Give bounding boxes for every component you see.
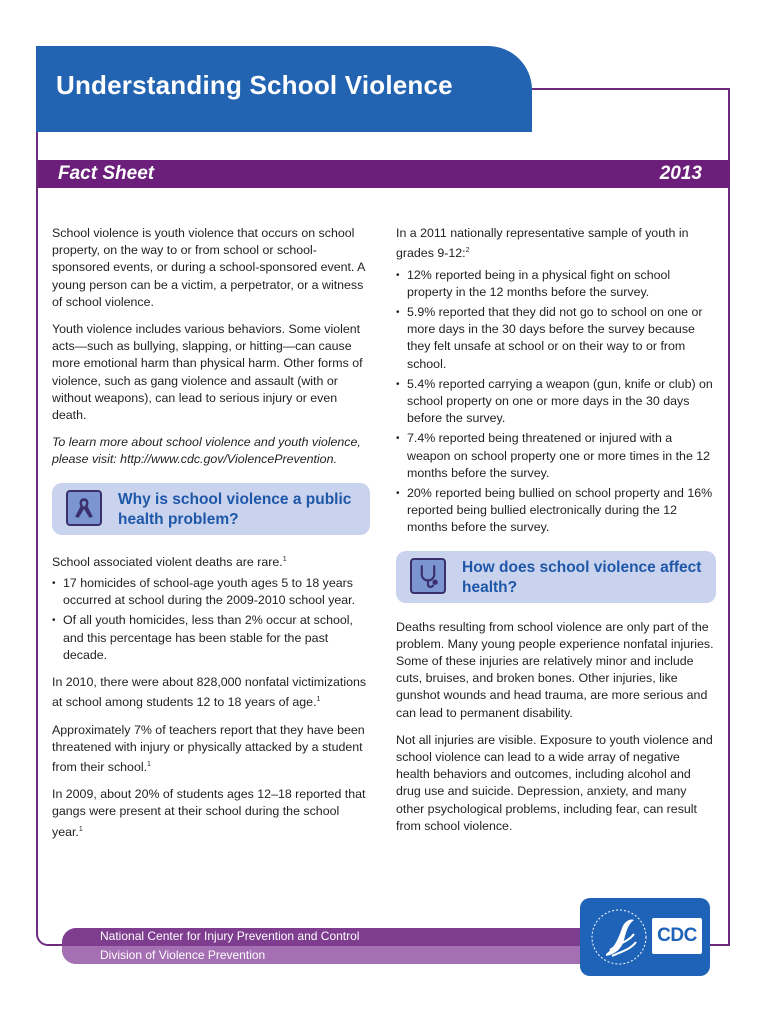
- behaviors-paragraph: Youth violence includes various behaviors. Some violent acts—such as bullying, slapping, or hitting—can cause more emotional harm than physical harm. Other forms of violence, such as gang violence and assault (with or without weapons), can lead to serious injury or even death.: [52, 322, 363, 423]
- section-health-effects-header: [396, 551, 716, 603]
- survey-list: [396, 267, 716, 537]
- victimizations-text: In 2010, there were about 828,000 nonfatal victimizations at school among students 12 to 18 years of age.: [52, 674, 367, 710]
- list-item: • 5.4% reported carrying a weapon (gun, knife or club) on school property on one or more days in the 30 days before the survey.: [396, 376, 716, 428]
- ribbon-icon: [66, 490, 102, 526]
- list-item: • 7.4% reported being threatened or injured with a weapon on school property one or more times in the 12 months before the survey.: [396, 430, 716, 482]
- gangs-text: In 2009, about 20% of students ages 12–18 reported that gangs were present at their school during the school year.: [52, 787, 366, 839]
- section-public-health-header: [52, 483, 370, 535]
- rare-deaths-paragraph: [52, 551, 370, 571]
- gangs-paragraph: [52, 786, 370, 841]
- fact-sheet-bar: [38, 160, 730, 188]
- rare-deaths-ref: 1: [282, 555, 287, 563]
- teachers-text: Approximately 7% of teachers report that they have been threatened with injury or physically attacked by a student from their school.: [52, 722, 365, 775]
- left-column: [52, 225, 370, 851]
- list-item: • 12% reported being in a physical fight on school property in the 12 months before the survey.: [396, 267, 716, 301]
- cdc-wordmark: [652, 918, 702, 954]
- survey-intro-text: In a 2011 nationally representative sample of youth in grades 9-12:: [396, 226, 689, 261]
- list-item: • 5.9% reported that they did not go to school on one or more days in the 30 days before the survey because they felt unsafe at school or on their way to or from school.: [396, 304, 716, 373]
- list-item: • 17 homicides of school-age youth ages 5 to 18 years occurred at school during the 2009-2010 school year.: [52, 575, 370, 609]
- footer-division-name: Division of Violence Prevention: [100, 948, 266, 962]
- section-public-health-title: Why is school violence a public health problem?: [118, 490, 352, 528]
- rare-deaths-text: School associated violent deaths are rare.: [52, 554, 283, 569]
- page-title: Understanding School Violence: [56, 70, 453, 100]
- victimizations-ref: 1: [316, 696, 321, 704]
- victimizations-paragraph: [52, 674, 370, 712]
- cdc-logo: [580, 898, 710, 976]
- section-health-effects-title: How does school violence affect health?: [462, 558, 702, 596]
- year-label: 2013: [659, 163, 702, 184]
- cdc-wordmark-text: CDC: [657, 925, 697, 946]
- title-banner: [36, 46, 532, 132]
- survey-intro-paragraph: [396, 225, 716, 263]
- gangs-ref: 1: [78, 825, 83, 833]
- teachers-paragraph: [52, 722, 370, 777]
- right-column: [396, 225, 716, 845]
- stethoscope-icon: [410, 558, 446, 594]
- injuries-paragraph: Deaths resulting from school violence are only part of the problem. Many young people experience nonfatal injuries. Some of these injuries are relatively minor and include cuts, bruises, and broken bones. Other injuries, like gunshot wounds and head trauma, are more serious and can lead to permanent disability.: [396, 619, 714, 720]
- teachers-ref: 1: [147, 760, 151, 768]
- learn-more-paragraph: To learn more about school violence and youth violence, please visit: http://www.cdc.gov/ViolencePrevention.: [52, 435, 361, 467]
- list-item: • Of all youth homicides, less than 2% occur at school, and this percentage has been stable for the past decade.: [52, 612, 370, 664]
- homicide-list: [52, 575, 370, 664]
- fact-sheet-label: Fact Sheet: [58, 163, 155, 184]
- not-visible-paragraph: Not all injuries are visible. Exposure to youth violence and school violence can lead to a wide array of negative health behaviors and outcomes, including alcohol and drug use and suicide. Depression, anxiety, and many other psychological problems, including fear, can result from school violence.: [396, 732, 713, 833]
- footer-center-name: National Center for Injury Prevention and Control: [100, 929, 360, 943]
- survey-intro-ref: 2: [465, 247, 470, 255]
- list-item: • 20% reported being bullied on school property and 16% reported being bullied electronically during the 12 months before the survey.: [396, 485, 716, 537]
- intro-paragraph: School violence is youth violence that occurs on school property, on the way to or from school or school-sponsored events, or during a school-sponsored event. A young person can be a victim, a perpetrator, or a witness of school violence.: [52, 226, 365, 309]
- hhs-eagle-icon: [588, 904, 650, 970]
